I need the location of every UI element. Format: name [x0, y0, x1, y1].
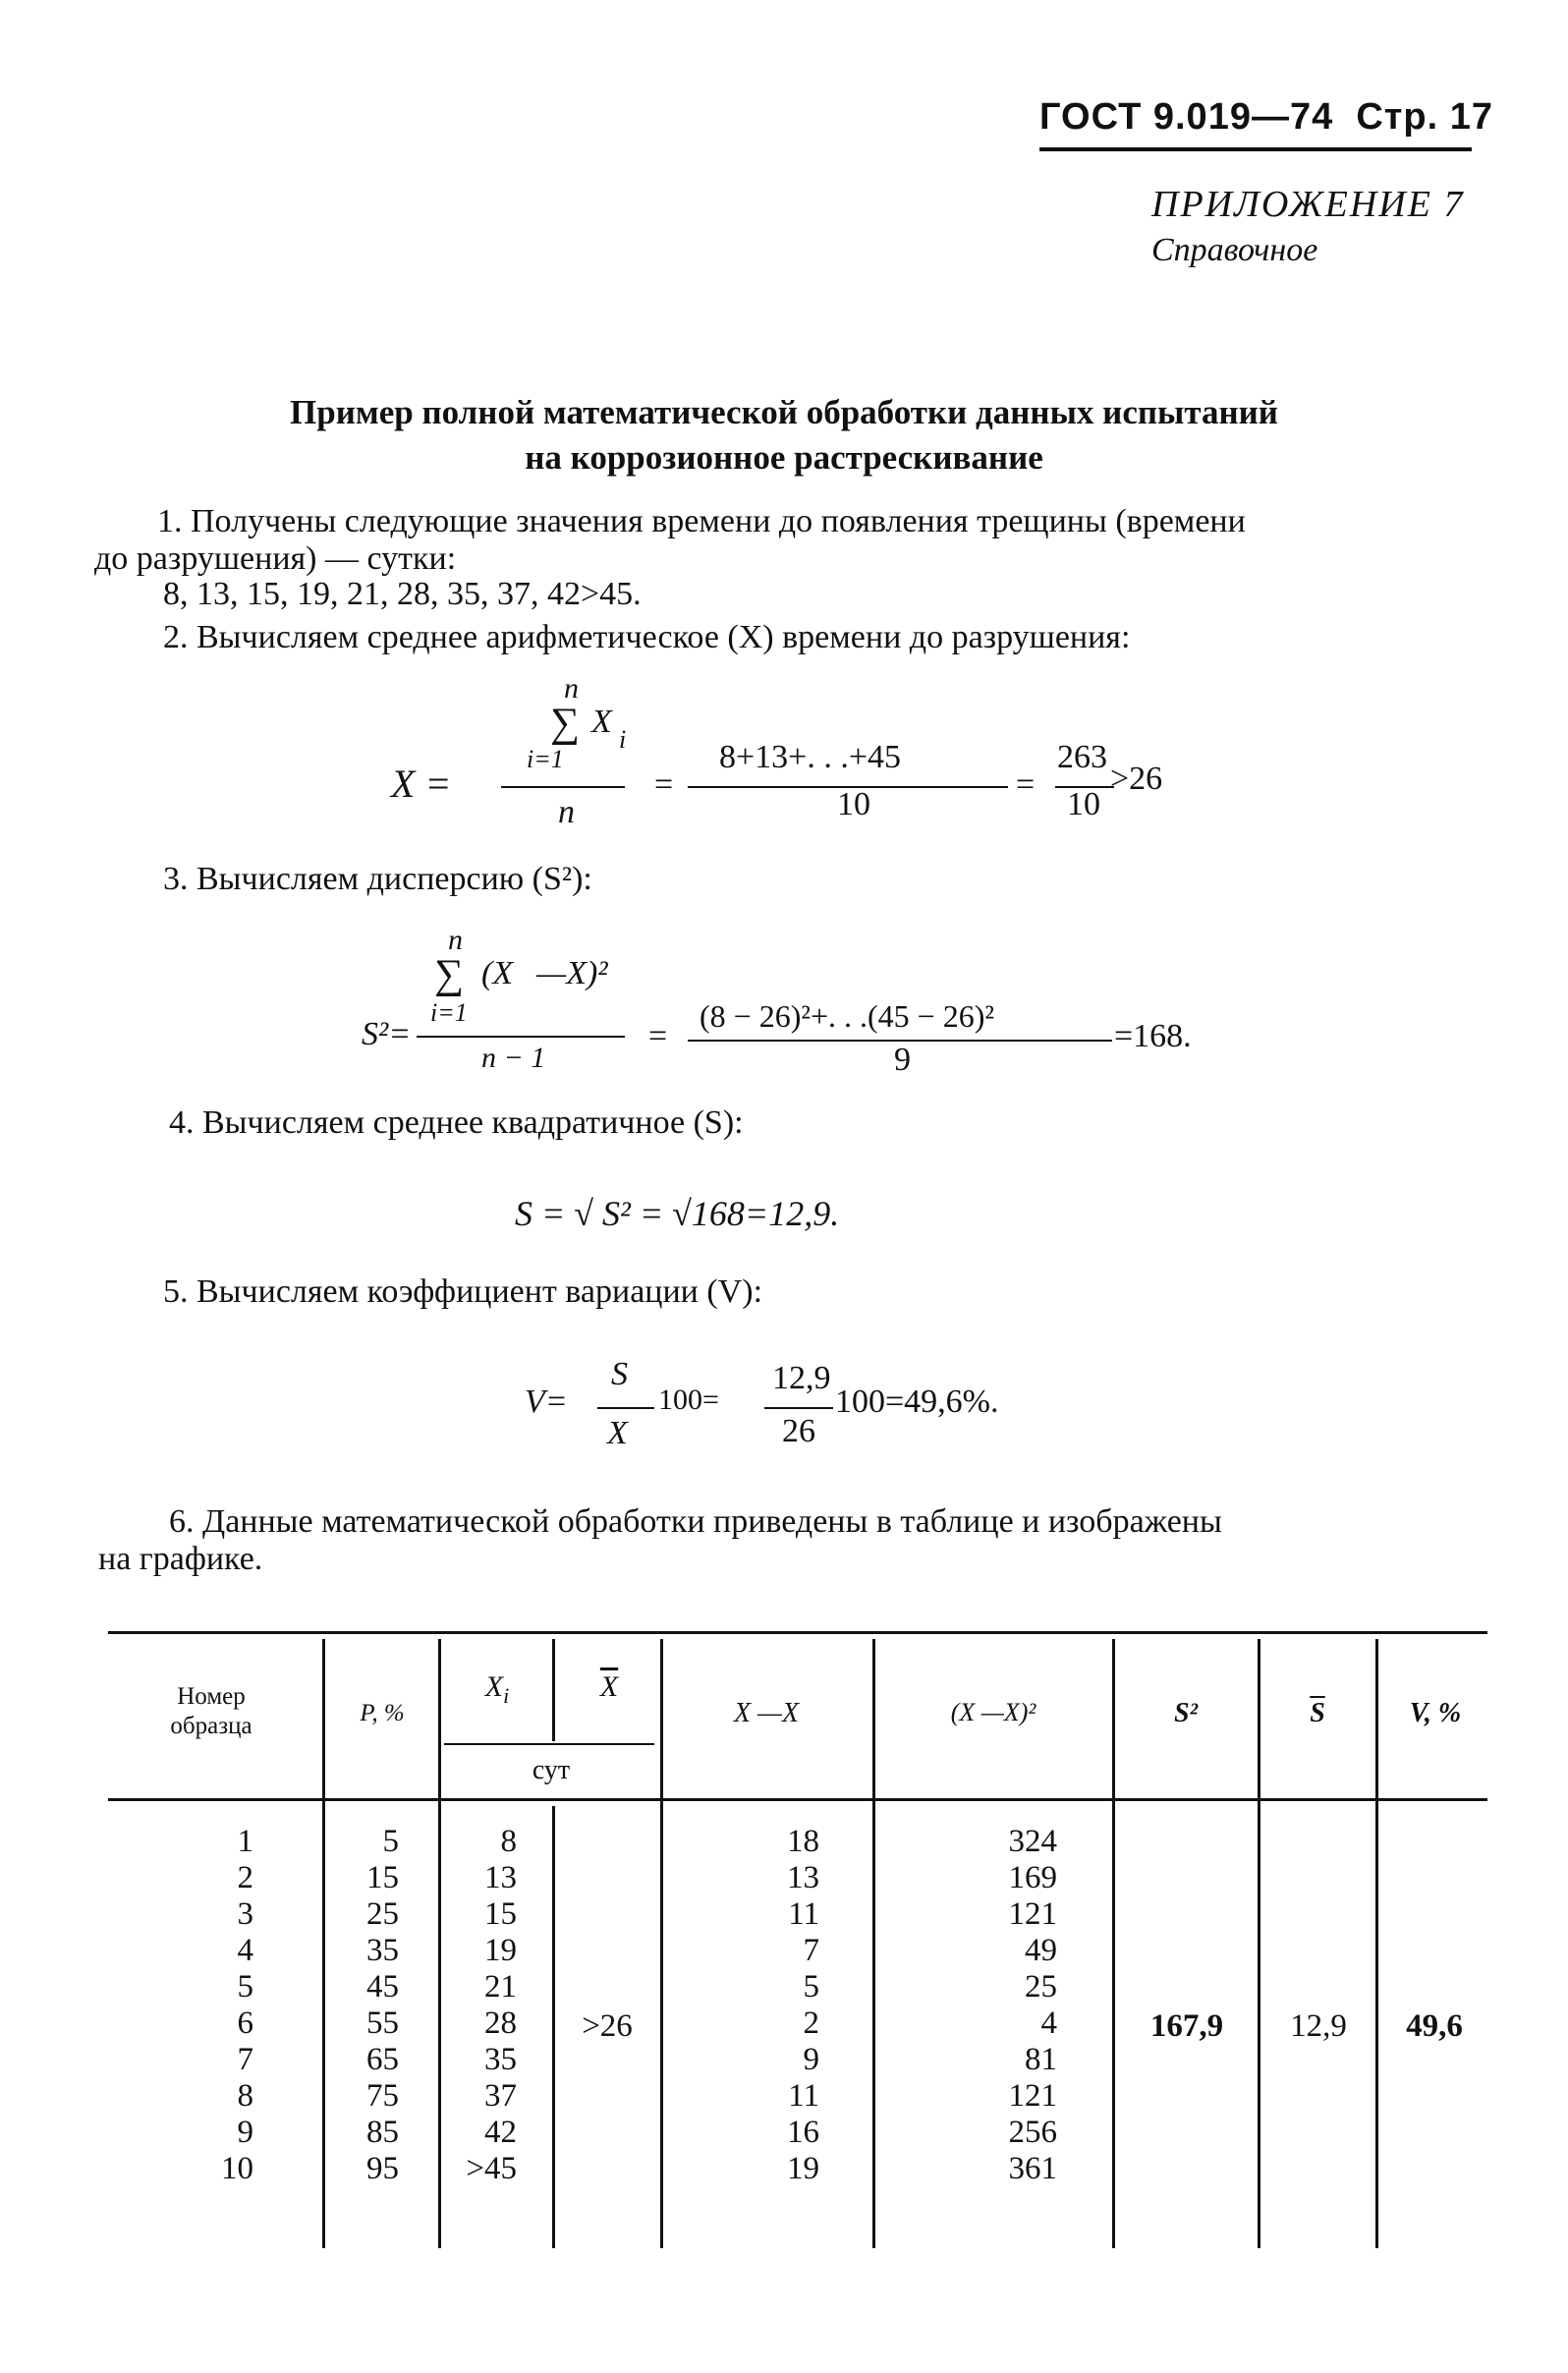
- cell-sample-number: 8: [237, 2078, 253, 2114]
- cell-sample-number: 4: [237, 1933, 253, 1968]
- cell-xi: 35: [484, 2042, 517, 2077]
- header-xi: [448, 1670, 546, 1709]
- fraction-bar: [417, 1036, 625, 1038]
- cell-squared: 25: [1025, 1969, 1057, 2005]
- sum-upper-limit: n: [564, 672, 579, 705]
- fraction-numerator: S: [611, 1356, 628, 1392]
- fraction-bar: [764, 1407, 833, 1409]
- col-divider: [1112, 1639, 1115, 2248]
- cell-diff: 2: [803, 2006, 819, 2041]
- sum-lower-limit: i=1: [430, 998, 468, 1027]
- fraction-numerator: 12,9: [772, 1360, 831, 1396]
- cell-sample-number: 1: [237, 1824, 253, 1859]
- cell-squared: 361: [1008, 2151, 1057, 2186]
- cell-sample-number: 3: [237, 1896, 253, 1932]
- header-squared: [880, 1698, 1106, 1727]
- header-v-percent: V, %: [1409, 1698, 1462, 1728]
- fraction-denominator: X: [607, 1415, 628, 1451]
- cell-squared: 121: [1008, 1896, 1057, 1932]
- col-divider: [552, 1639, 555, 1741]
- page-number: Стр. 17: [1356, 96, 1494, 138]
- cell-diff: 19: [787, 2151, 819, 2186]
- item-3: 3. Вычисляем дисперсию (S²):: [163, 861, 592, 897]
- cell-sample-number: 5: [237, 1969, 253, 2005]
- fraction-bar: [501, 786, 625, 788]
- formula-result: >26: [1110, 761, 1163, 797]
- xbar-value: >26: [582, 2008, 633, 2044]
- fraction-bar: [597, 1407, 654, 1409]
- cell-xi: 19: [484, 1933, 517, 1968]
- fraction-denominator: 9: [894, 1042, 911, 1078]
- fraction-denominator: 26: [782, 1413, 815, 1449]
- cell-diff: 11: [788, 1896, 819, 1932]
- sum-term: (X: [481, 955, 514, 991]
- cell-p-percent: 55: [366, 2006, 399, 2041]
- item-4: 4. Вычисляем среднее квадратичное (S):: [169, 1104, 744, 1141]
- header-sample-number: Номер образца: [170, 1683, 252, 1739]
- item-5: 5. Вычисляем коэффициент вариации (V):: [163, 1273, 763, 1310]
- cell-squared: 121: [1008, 2078, 1057, 2114]
- item-1-line3: 8, 13, 15, 19, 21, 28, 35, 37, 42>45.: [163, 576, 642, 612]
- cell-sample-number: 9: [237, 2115, 253, 2150]
- header-p-percent: P, %: [360, 1700, 405, 1726]
- cell-squared: 324: [1008, 1824, 1057, 1859]
- cell-p-percent: 45: [366, 1969, 399, 2005]
- item-1-line2: до разрушения) — сутки:: [94, 540, 457, 577]
- header-s2: S²: [1174, 1698, 1198, 1728]
- cell-sample-number: 2: [237, 1860, 253, 1895]
- sum-lower-limit: i=1: [527, 745, 564, 773]
- cell-diff: 7: [803, 1933, 819, 1968]
- sum-term-index: i: [619, 725, 627, 754]
- col-divider: [872, 1639, 875, 2248]
- cell-xi: 37: [484, 2078, 517, 2114]
- cell-squared: 81: [1025, 2042, 1057, 2077]
- col-divider: [552, 1806, 555, 2248]
- cell-diff: 13: [787, 1860, 819, 1895]
- cell-xi: 13: [484, 1860, 517, 1895]
- cell-diff: 5: [803, 1969, 819, 2005]
- header-xbar: $\overline{X}$: [599, 1670, 619, 1703]
- item-6-line2: на графике.: [98, 1541, 263, 1577]
- s-value: 12,9: [1290, 2008, 1347, 2044]
- cell-squared: 169: [1008, 1860, 1057, 1895]
- table-top-rule: [108, 1631, 1487, 1634]
- sut-subheader-rule: [444, 1743, 654, 1745]
- cell-diff: 9: [803, 2042, 819, 2077]
- sum-symbol: ∑: [550, 701, 580, 746]
- squared-label: (X —X)²: [950, 1698, 1036, 1726]
- formula-lhs: V=: [525, 1384, 568, 1420]
- sum-term-rest: —X)²: [536, 955, 608, 991]
- cell-sample-number: 10: [221, 2151, 253, 2186]
- appendix-title: ПРИЛОЖЕНИЕ 7: [1151, 184, 1465, 225]
- cell-p-percent: 5: [382, 1824, 399, 1859]
- formula-std-dev: S = √ S² = √168=12,9.: [515, 1194, 840, 1233]
- cell-squared: 4: [1040, 2006, 1057, 2041]
- fraction-denominator: n: [558, 794, 575, 830]
- cell-diff: 18: [787, 1824, 819, 1859]
- s2-value: 167,9: [1149, 2008, 1224, 2044]
- cell-xi: 21: [484, 1969, 517, 2005]
- xi-index: i: [503, 1683, 510, 1708]
- cell-diff: 16: [787, 2115, 819, 2150]
- cell-squared: 49: [1025, 1933, 1057, 1968]
- diff-label: X —X: [733, 1698, 800, 1728]
- col-divider: [660, 1639, 663, 2248]
- appendix-subtitle: Справочное: [1151, 232, 1318, 268]
- fraction-numerator: 263: [1057, 739, 1107, 775]
- col-divider: [1258, 1639, 1260, 2248]
- multiplier: 100=: [658, 1384, 719, 1416]
- fraction-denominator: n − 1: [481, 1042, 546, 1074]
- equals: =: [654, 766, 674, 803]
- formula-result: =168.: [1114, 1018, 1192, 1054]
- v-value: 49,6: [1406, 2008, 1463, 2044]
- cell-xi: 15: [484, 1896, 517, 1932]
- header-rule: [1039, 147, 1472, 151]
- xi-symbol: X: [484, 1670, 504, 1703]
- gost-number: ГОСТ 9.019—74: [1039, 96, 1334, 138]
- cell-xi: 42: [484, 2115, 517, 2150]
- header-sut: сут: [532, 1755, 571, 1785]
- cell-sample-number: 7: [237, 2042, 253, 2077]
- cell-xi: 28: [484, 2006, 517, 2041]
- header-diff: [668, 1698, 865, 1729]
- cell-p-percent: 95: [366, 2151, 399, 2186]
- formula-lhs: S²=: [362, 1016, 412, 1052]
- fraction-denominator: 10: [837, 786, 870, 822]
- fraction-denominator: 10: [1067, 786, 1100, 822]
- cell-p-percent: 85: [366, 2115, 399, 2150]
- item-6-line1: 6. Данные математической обработки приведены в таблице и изображены: [169, 1503, 1222, 1540]
- cell-xi: >45: [466, 2151, 517, 2186]
- cell-xi: 8: [500, 1824, 517, 1859]
- equals: =: [1016, 766, 1036, 803]
- formula-lhs: X =: [391, 762, 452, 806]
- section-heading-line1: Пример полной математической обработки данных испытаний: [290, 393, 1278, 431]
- fraction-numerator: (8 − 26)²+. . .(45 − 26)²: [700, 998, 994, 1034]
- section-heading-line2: на коррозионное растрескивание: [525, 438, 1043, 477]
- fraction-numerator: 8+13+. . .+45: [719, 739, 902, 775]
- col-divider: [1375, 1639, 1378, 2248]
- table-header-rule: [108, 1798, 1487, 1801]
- item-1-line1: 1. Получены следующие значения времени до появления трещины (времени: [157, 503, 1246, 539]
- cell-p-percent: 15: [366, 1860, 399, 1895]
- equals: =: [648, 1018, 668, 1054]
- cell-sample-number: 6: [237, 2006, 253, 2041]
- cell-p-percent: 65: [366, 2042, 399, 2077]
- document-code: [1039, 96, 1493, 139]
- cell-diff: 11: [788, 2078, 819, 2114]
- sum-symbol: ∑: [434, 952, 464, 997]
- formula-result: 100=49,6%.: [835, 1384, 999, 1420]
- cell-p-percent: 75: [366, 2078, 399, 2114]
- header-s: $\overline{S}$: [1310, 1698, 1325, 1728]
- sum-upper-limit: n: [448, 924, 463, 956]
- cell-p-percent: 35: [366, 1933, 399, 1968]
- cell-squared: 256: [1008, 2115, 1057, 2150]
- cell-p-percent: 25: [366, 1896, 399, 1932]
- item-2: 2. Вычисляем среднее арифметическое (X) времени до разрушения:: [163, 619, 1131, 655]
- sum-term: X: [591, 704, 612, 740]
